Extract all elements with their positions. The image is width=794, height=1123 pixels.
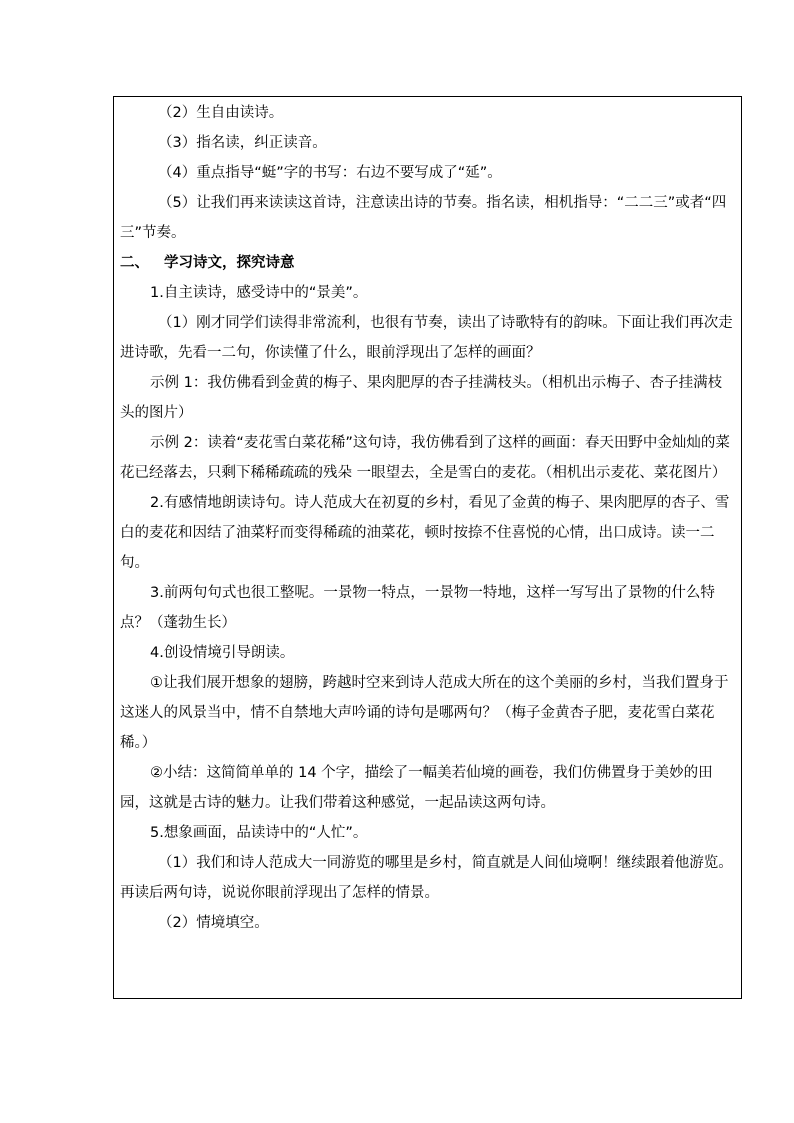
paragraph: 3.前两句句式也很工整呢。一景物一特点，一景物一特地，这样一写写出了景物的什么特点？（蓬勃生长） bbox=[120, 585, 715, 631]
paragraph: 1.自主读诗，感受诗中的“景美”。 bbox=[150, 285, 368, 301]
section-title: 学习诗文，探究诗意 bbox=[164, 255, 295, 271]
paragraph: （2）生自由读诗。 bbox=[158, 105, 284, 121]
paragraph: （1）我们和诗人范成大一同游览的哪里是乡村，简直就是人间仙境啊！继续跟着他游览。再读后两句诗，说说你眼前浮现出了怎样的情景。 bbox=[120, 855, 733, 901]
paragraph: 5.想象画面，品读诗中的“人忙”。 bbox=[150, 825, 368, 841]
paragraph: 2.有感情地朗读诗句。诗人范成大在初夏的乡村，看见了金黄的梅子、果肉肥厚的杏子、雪白的麦花和因结了油菜籽而变得稀疏的油菜花，顿时按捺不住喜悦的心情，出口成诗。读一二句。 bbox=[120, 495, 730, 571]
paragraph: 4.创设情境引导朗读。 bbox=[150, 645, 295, 661]
paragraph: ②小结：这简简单单的 14 个字，描绘了一幅美若仙境的画卷，我们仿佛置身于美妙的田园，这就是古诗的魅力。让我们带着这种感觉，一起品读这两句诗。 bbox=[120, 765, 713, 811]
paragraph: （4）重点指导“蜓”字的书写：右边不要写成了“延”。 bbox=[158, 165, 502, 181]
paragraph: （5）让我们再来读读这首诗，注意读出诗的节奏。指名读，相机指导：“二二三”或者“四三”节奏。 bbox=[120, 195, 727, 241]
paragraph: （2）情境填空。 bbox=[158, 915, 269, 931]
paragraph: ①让我们展开想象的翅膀，跨越时空来到诗人范成大所在的这个美丽的乡村，当我们置身于这迷人的风景当中，情不自禁地大声吟诵的诗句是哪两句？（梅子金黄杏子肥，麦花雪白菜花稀。） bbox=[120, 675, 729, 751]
paragraph: 示例 2：读着“麦花雪白菜花稀”这句诗，我仿佛看到了这样的画面：春天田野中金灿灿的菜花已经落去，只剩下稀稀疏疏的残朵 一眼望去，全是雪白的麦花。（相机出示麦花、菜花图片） bbox=[120, 435, 730, 481]
paragraph: 示例 1：我仿佛看到金黄的梅子、果肉肥厚的杏子挂满枝头。（相机出示梅子、杏子挂满枝头的图片） bbox=[120, 375, 723, 421]
paragraph: （1）刚才同学们读得非常流利，也很有节奏，读出了诗歌特有的韵味。下面让我们再次走进诗歌，先看一二句，你读懂了什么，眼前浮现出了怎样的画面？ bbox=[120, 315, 733, 361]
section-heading bbox=[120, 248, 736, 278]
section-number: 二、 bbox=[120, 255, 149, 271]
lesson-content bbox=[120, 98, 736, 938]
paragraph: （3）指名读，纠正读音。 bbox=[158, 135, 327, 151]
